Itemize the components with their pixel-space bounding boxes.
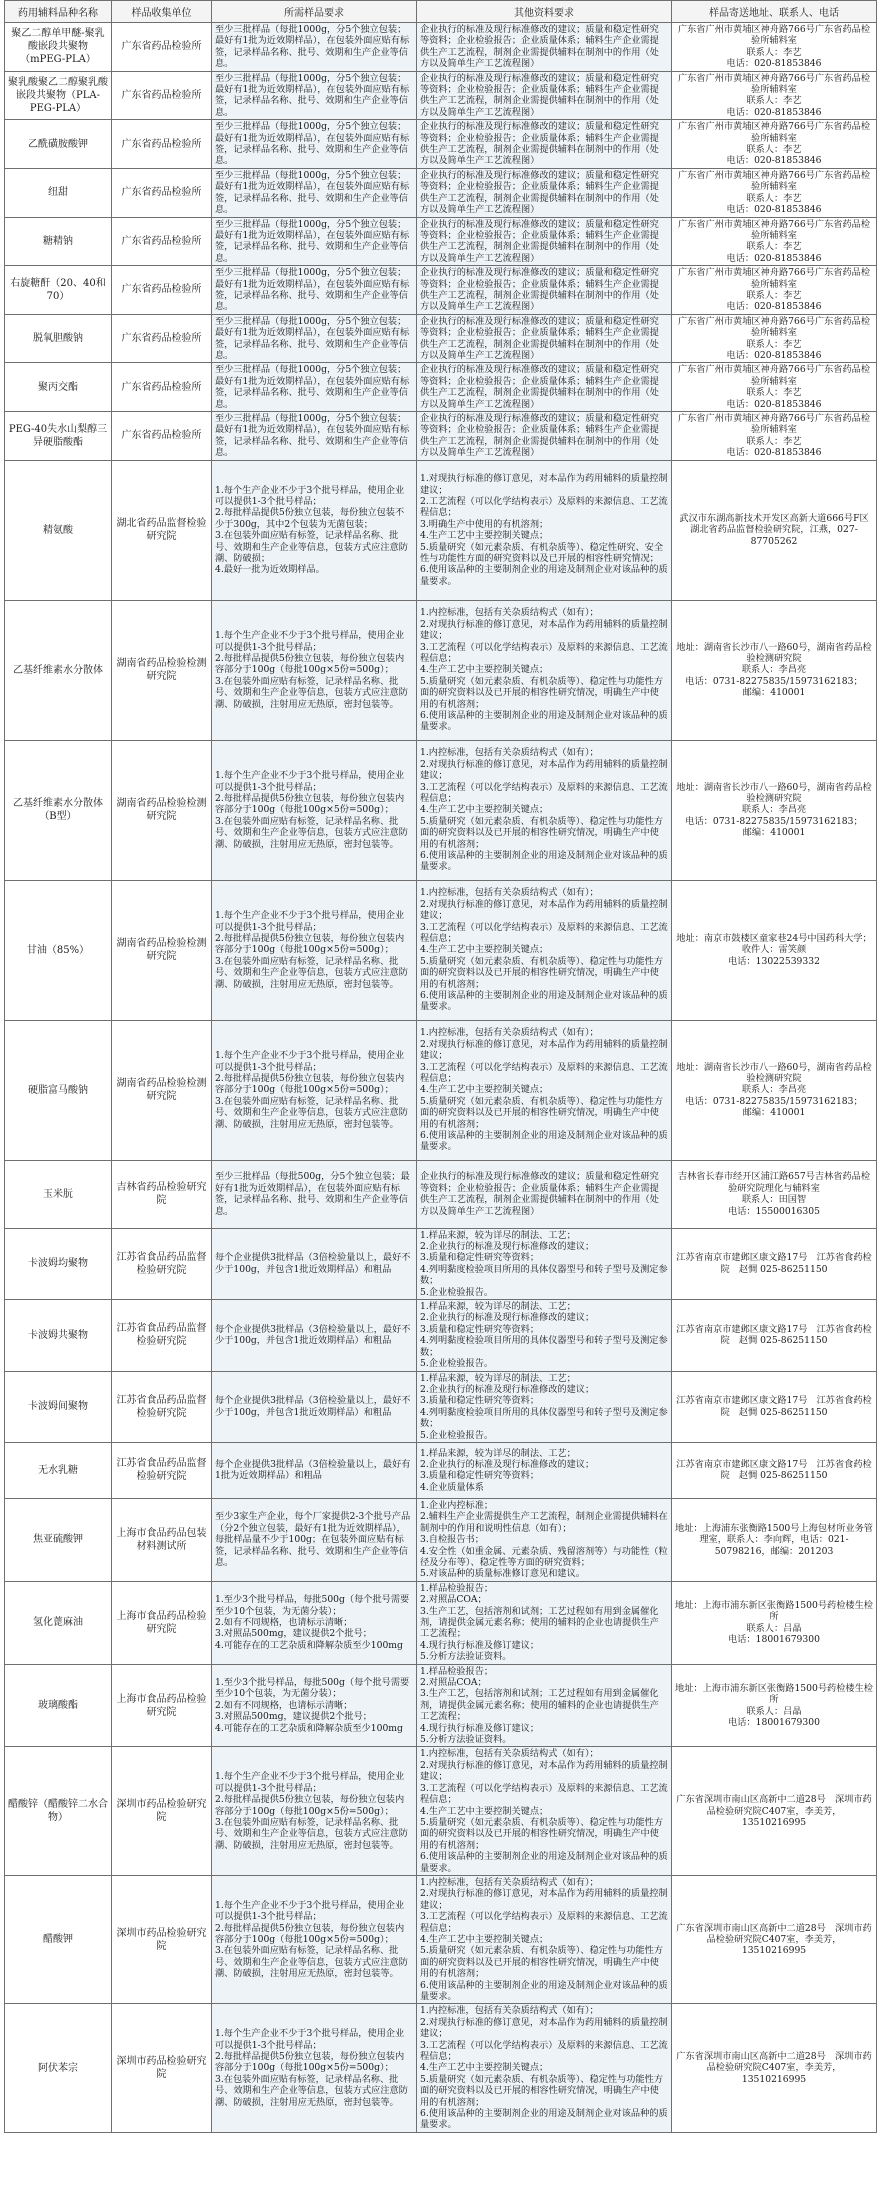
collection-unit: 湖南省药品检验检测研究院	[112, 880, 212, 1020]
sample-requirement: 至少三批样品（每批500g，分5个独立包装；最好有1批为近效期样品），在包装外面应贴有标签，记录样品名称、批号、效期和生产企业等信息。	[212, 1160, 417, 1228]
sample-requirement: 1.每个生产企业不少于3个批号样品，使用企业可以提供1-3个批号样品； 2.每批样品提供5份独立包装，每份独立包装内容部分于100g（每批100g×5份=500g）； 3.在包装外面应贴有标签，记录样品名称、批号、效期和生产企业等信息，包装方式应注意防潮、防破损，注射用应无热原，密封包装等。	[212, 1747, 417, 1875]
document-requirement: 1.内控标准，包括有关杂质结构式（如有）； 2.对现执行标准的修订意见，对本品作为药用辅料的质量控制建议； 3.工艺流程（可以化学结构表示）及原料的来源信息、工艺流程信息； 4.生产工艺中主要控制关键点； 5.质量研究（如元素杂质、有机杂质等）、稳定性与功能性方面的研究资料以及已开展的相容性研究情况，明确生产中使用的有机溶剂； 6.使用该品种的主要制剂企业的用途及制剂企业对该品种的质量要求。	[417, 880, 672, 1020]
mailing-address: 地址：湖南省长沙市八一路60号，湖南省药品检验检测研究院 联系人：李昌亮 电话：0731-82275835/15973162183； 邮编：410001	[672, 740, 877, 880]
sample-requirement: 至少三批样品（每批1000g，分5个独立包装；最好有1批为近效期样品），在包装外面应贴有标签，记录样品名称、批号、效期和生产企业等信息。	[212, 412, 417, 461]
document-requirement: 1.样品检验报告； 2.对照品COA； 3.生产工艺，包括溶剂和试剂；工艺过程如有用到金属催化剂，请提供金属元素名称；使用的辅料的企业也请提供生产工艺流程； 4.现行执行标准及修订建议； 5.分析方法验证资料。	[417, 1664, 672, 1747]
mailing-address: 广东省深圳市南山区高新中二道28号 深圳市药品检验研究院C407室，李美芳，13510216995	[672, 1747, 877, 1875]
excipient-name: 卡波姆共聚物	[5, 1300, 112, 1371]
sample-requirement: 每个企业提供3批样品（3倍检验量以上，最好不少于100g，并包含1批近效期样品）和粗品	[212, 1228, 417, 1299]
table-row	[5, 266, 877, 315]
mailing-address: 广东省广州市黄埔区神舟路766号广东省药品检验所辅料室 联系人：李艺 电话：020-81853846	[672, 217, 877, 266]
excipient-name: 醋酸钾	[5, 1875, 112, 2003]
table-row	[5, 217, 877, 266]
document-requirement: 1.样品来源，较为详尽的制法、工艺； 2.企业执行的标准及现行标准修改的建议； 3.质量和稳定性研究等资料； 4.列明黏度检验项目所用的具体仪器型号和转子型号及测定参数； 5.企业检验报告。	[417, 1228, 672, 1299]
sample-requirement: 至少三批样品（每批1000g，分5个独立包装；最好有1批为近效期样品），在包装外面应贴有标签，记录样品名称、批号、效期和生产企业等信息。	[212, 23, 417, 72]
mailing-address: 江苏省南京市建邺区康文路17号 江苏省食药检院 赵惆 025-86251150	[672, 1300, 877, 1371]
mailing-address: 江苏省南京市建邺区康文路17号 江苏省食药检院 赵惆 025-86251150	[672, 1442, 877, 1498]
excipient-name: 乙基纤维素水分散体	[5, 600, 112, 740]
sample-requirement: 1.至少3个批号样品，每批500g（每个批号需要至少10个包装，为无菌分装）； 2.如有不同规格，也请标示清晰； 3.对照品500mg，建议提供2个批号； 4.可能存在的工艺杂质和降解杂质至少100mg	[212, 1581, 417, 1664]
excipient-name: 玉米朊	[5, 1160, 112, 1228]
table-row	[5, 1747, 877, 1875]
table-row	[5, 600, 877, 740]
table-row	[5, 71, 877, 120]
excipient-name: 卡波姆间聚物	[5, 1371, 112, 1442]
document-requirement: 企业执行的标准及现行标准修改的建议；质量和稳定性研究等资料；企业检验报告；企业质量体系；辅料生产企业需提供生产工艺流程，制剂企业需提供辅料在制剂中的作用（处方以及简单生产工艺流程图）	[417, 266, 672, 315]
mailing-address: 广东省广州市黄埔区神舟路766号广东省药品检验所辅料室 联系人：李艺 电话：020-81853846	[672, 266, 877, 315]
collection-unit: 江苏省食品药品监督检验研究院	[112, 1442, 212, 1498]
mailing-address: 江苏省南京市建邺区康文路17号 江苏省食药检院 赵惆 025-86251150	[672, 1371, 877, 1442]
sample-requirement: 至少三批样品（每批1000g，分5个独立包装；最好有1批为近效期样品），在包装外面应贴有标签，记录样品名称、批号、效期和生产企业等信息。	[212, 120, 417, 169]
document-requirement: 企业执行的标准及现行标准修改的建议；质量和稳定性研究等资料；企业检验报告；企业质量体系；辅料生产企业需提供生产工艺流程，制剂企业需提供辅料在制剂中的作用（处方以及简单生产工艺流程图）	[417, 314, 672, 363]
sample-requirement: 每个企业提供3批样品（3倍检验量以上，最好有1批为近效期样品）和粗品	[212, 1442, 417, 1498]
table-row	[5, 1160, 877, 1228]
table-row	[5, 363, 877, 412]
document-requirement: 1.内控标准，包括有关杂质结构式（如有）； 2.对现执行标准的修订意见，对本品作为药用辅料的质量控制建议； 3.工艺流程（可以化学结构表示）及原料的来源信息、工艺流程信息； 4.生产工艺中主要控制关键点； 5.质量研究（如元素杂质、有机杂质等）、稳定性与功能性方面的研究资料以及已开展的相容性研究情况，明确生产中使用的有机溶剂； 6.使用该品种的主要制剂企业的用途及制剂企业对该品种的质量要求。	[417, 1875, 672, 2003]
table-row	[5, 168, 877, 217]
header-sample-requirement: 所需样品要求	[212, 1, 417, 23]
document-requirement: 1.内控标准，包括有关杂质结构式（如有）； 2.对现执行标准的修订意见，对本品作为药用辅料的质量控制建议； 3.工艺流程（可以化学结构表示）及原料的来源信息、工艺流程信息； 4.生产工艺中主要控制关键点； 5.质量研究（如元素杂质、有机杂质等）、稳定性与功能性方面的研究资料以及已开展的相容性研究情况，明确生产中使用的有机溶剂； 6.使用该品种的主要制剂企业的用途及制剂企业对该品种的质量要求。	[417, 1747, 672, 1875]
table-row	[5, 1581, 877, 1664]
excipient-name: 焦亚硫酸钾	[5, 1498, 112, 1581]
excipient-name: 脱氧胆酸钠	[5, 314, 112, 363]
collection-unit: 吉林省药品检验研究院	[112, 1160, 212, 1228]
sample-requirement: 至少三批样品（每批1000g，分5个独立包装；最好有1批为近效期样品），在包装外面应贴有标签，记录样品名称、批号、效期和生产企业等信息。	[212, 217, 417, 266]
excipient-name: 纽甜	[5, 168, 112, 217]
mailing-address: 广东省广州市黄埔区神舟路766号广东省药品检验所辅料室 联系人：李艺 电话：020-81853846	[672, 168, 877, 217]
collection-unit: 深圳市药品检验研究院	[112, 1875, 212, 2003]
collection-unit: 广东省药品检验所	[112, 412, 212, 461]
document-requirement: 企业执行的标准及现行标准修改的建议；质量和稳定性研究等资料；企业检验报告；企业质量体系；辅料生产企业需提供生产工艺流程，制剂企业需提供辅料在制剂中的作用（处方以及简单生产工艺流程图）	[417, 1160, 672, 1228]
document-requirement: 1.企业内控标准； 2.辅料生产企业需提供生产工艺流程，制剂企业需提供辅料在制剂中的作用和说明性信息（如有）； 3.自检报告书； 4.安全性（如重金属、元素杂质、残留溶剂等）与功能性（粒径及分布等）、稳定性等方面的研究资料； 5.对该品种的质量标准修订意见和建议。	[417, 1498, 672, 1581]
excipient-name: 糖精钠	[5, 217, 112, 266]
excipient-name: 精氨酸	[5, 460, 112, 600]
collection-unit: 广东省药品检验所	[112, 314, 212, 363]
sample-requirement: 1.每个生产企业不少于3个批号样品，使用企业可以提供1-3个批号样品； 2.每批样品提供5份独立包装，每份独立包装内容部分于100g（每批100g×5份=500g）； 3.在包装外面应贴有标签，记录样品名称、批号、效期和生产企业等信息，包装方式应注意防潮、防破损，注射用应无热原，密封包装等。	[212, 740, 417, 880]
table-header-row	[5, 1, 877, 23]
document-requirement: 企业执行的标准及现行标准修改的建议；质量和稳定性研究等资料；企业检验报告；企业质量体系；辅料生产企业需提供生产工艺流程，制剂企业需提供辅料在制剂中的作用（处方以及简单生产工艺流程图）	[417, 412, 672, 461]
excipient-name: 乙酰磺胺酸钾	[5, 120, 112, 169]
sample-requirement: 1.每个生产企业不少于3个批号样品，使用企业可以提供1-3个批号样品； 2.每批样品提供5份独立包装，每份独立包装内容部分于100g（每批100g×5份=500g）； 3.在包装外面应贴有标签，记录样品名称、批号、效期和生产企业等信息，包装方式应注意防潮、防破损，注射用应无热原，密封包装等。	[212, 1875, 417, 2003]
sample-requirement: 至少三批样品（每批1000g，分5个独立包装；最好有1批为近效期样品），在包装外面应贴有标签，记录样品名称、批号、效期和生产企业等信息。	[212, 168, 417, 217]
table-row	[5, 1442, 877, 1498]
excipient-name: 聚乳酸聚乙二醇聚乳酸嵌段共聚物（PLA-PEG-PLA）	[5, 71, 112, 120]
sample-requirement: 至少三批样品（每批1000g，分5个独立包装；最好有1批为近效期样品），在包装外面应贴有标签，记录样品名称、批号、效期和生产企业等信息。	[212, 363, 417, 412]
excipient-name: 阿伏苯宗	[5, 2004, 112, 2132]
collection-unit: 广东省药品检验所	[112, 71, 212, 120]
mailing-address: 地址：上海市浦东新区张衡路1500号药检楼生检所 联系人：吕晶 电话：18001679300	[672, 1664, 877, 1747]
header-excipient-name: 药用辅料品种名称	[5, 1, 112, 23]
header-mailing-address: 样品寄送地址、联系人、电话	[672, 1, 877, 23]
excipient-name: 甘油（85%）	[5, 880, 112, 1020]
collection-unit: 江苏省食品药品监督检验研究院	[112, 1300, 212, 1371]
mailing-address: 广东省广州市黄埔区神舟路766号广东省药品检验所辅料室 联系人：李艺 电话：020-81853846	[672, 412, 877, 461]
document-requirement: 1.样品检验报告； 2.对照品COA； 3.生产工艺，包括溶剂和试剂；工艺过程如有用到金属催化剂，请提供金属元素名称；使用的辅料的企业也请提供生产工艺流程； 4.现行执行标准及修订建议； 5.分析方法验证资料。	[417, 1581, 672, 1664]
mailing-address: 广东省广州市黄埔区神舟路766号广东省药品检验所辅料室 联系人：李艺 电话：020-81853846	[672, 363, 877, 412]
mailing-address: 广东省广州市黄埔区神舟路766号广东省药品检验所辅料室 联系人：李艺 电话：020-81853846	[672, 23, 877, 72]
document-requirement: 1.样品来源，较为详尽的制法、工艺； 2.企业执行的标准及现行标准修改的建议； 3.质量和稳定性研究等资料； 4.列明黏度检验项目所用的具体仪器型号和转子型号及测定参数； 5.企业检验报告。	[417, 1300, 672, 1371]
collection-unit: 湖南省药品检验检测研究院	[112, 1020, 212, 1160]
header-other-documents: 其他资料要求	[417, 1, 672, 23]
document-requirement: 企业执行的标准及现行标准修改的建议；质量和稳定性研究等资料；企业检验报告；企业质量体系；辅料生产企业需提供生产工艺流程，制剂企业需提供辅料在制剂中的作用（处方以及简单生产工艺流程图）	[417, 23, 672, 72]
sample-requirement-sheet	[4, 0, 876, 2133]
table-row	[5, 314, 877, 363]
excipient-name: 氢化蓖麻油	[5, 1581, 112, 1664]
document-requirement: 企业执行的标准及现行标准修改的建议；质量和稳定性研究等资料；企业检验报告；企业质量体系；辅料生产企业需提供生产工艺流程，制剂企业需提供辅料在制剂中的作用（处方以及简单生产工艺流程图）	[417, 217, 672, 266]
collection-unit: 广东省药品检验所	[112, 363, 212, 412]
document-requirement: 1.内控标准，包括有关杂质结构式（如有）； 2.对现执行标准的修订意见，对本品作为药用辅料的质量控制建议； 3.工艺流程（可以化学结构表示）及原料的来源信息、工艺流程信息； 4.生产工艺中主要控制关键点； 5.质量研究（如元素杂质、有机杂质等）、稳定性与功能性方面的研究资料以及已开展的相容性研究情况，明确生产中使用的有机溶剂； 6.使用该品种的主要制剂企业的用途及制剂企业对该品种的质量要求。	[417, 600, 672, 740]
header-collection-unit: 样品收集单位	[112, 1, 212, 23]
sample-requirement: 至少三批样品（每批1000g，分5个独立包装；最好有1批为近效期样品），在包装外面应贴有标签，记录样品名称、批号、效期和生产企业等信息。	[212, 314, 417, 363]
sample-requirement: 1.至少3个批号样品，每批500g（每个批号需要至少10个包装，为无菌分装）； 2.如有不同规格，也请标示清晰； 3.对照品500mg，建议提供2个批号； 4.可能存在的工艺杂质和降解杂质至少100mg	[212, 1664, 417, 1747]
excipient-name: 玻璃酸酯	[5, 1664, 112, 1747]
table-row	[5, 880, 877, 1020]
collection-unit: 广东省药品检验所	[112, 23, 212, 72]
sample-requirement: 1.每个生产企业不少于3个批号样品，使用企业可以提供1-3个批号样品； 2.每批样品提供5份独立包装，每份独立包装内容部分于100g（每批100g×5份=500g）； 3.在包装外面应贴有标签，记录样品名称、批号、效期和生产企业等信息，包装方式应注意防潮、防破损，注射用应无热原，密封包装等。	[212, 880, 417, 1020]
sample-requirement: 每个企业提供3批样品（3倍检验量以上，最好不少于100g，并包含1批近效期样品）和粗品	[212, 1371, 417, 1442]
excipient-name: 硬脂富马酸钠	[5, 1020, 112, 1160]
table-row	[5, 1020, 877, 1160]
mailing-address: 吉林省长春市经开区浦江路657号吉林省药品检验研究院理化与辅料室 联系人：田国智 电话：15500016305	[672, 1160, 877, 1228]
mailing-address: 广东省广州市黄埔区神舟路766号广东省药品检验所辅料室 联系人：李艺 电话：020-81853846	[672, 314, 877, 363]
table-body	[5, 23, 877, 2133]
collection-unit: 湖北省药品监督检验研究院	[112, 460, 212, 600]
table-row	[5, 2004, 877, 2132]
document-requirement: 1.内控标准，包括有关杂质结构式（如有）； 2.对现执行标准的修订意见，对本品作为药用辅料的质量控制建议； 3.工艺流程（可以化学结构表示）及原料的来源信息、工艺流程信息； 4.生产工艺中主要控制关键点； 5.质量研究（如元素杂质、有机杂质等）、稳定性与功能性方面的研究资料以及已开展的相容性研究情况，明确生产中使用的有机溶剂； 6.使用该品种的主要制剂企业的用途及制剂企业对该品种的质量要求。	[417, 740, 672, 880]
table-row	[5, 1371, 877, 1442]
excipient-name: 聚丙交酯	[5, 363, 112, 412]
table-row	[5, 740, 877, 880]
collection-unit: 上海市食品药品检验研究院	[112, 1581, 212, 1664]
excipient-name: 无水乳糖	[5, 1442, 112, 1498]
collection-unit: 上海市食品药品检验研究院	[112, 1664, 212, 1747]
excipient-name: 醋酸锌（醋酸锌二水合物）	[5, 1747, 112, 1875]
collection-unit: 深圳市药品检验研究院	[112, 1747, 212, 1875]
table-row	[5, 120, 877, 169]
sample-requirement: 至少三批样品（每批1000g，分5个独立包装；最好有1批为近效期样品），在包装外面应贴有标签，记录样品名称、批号、效期和生产企业等信息。	[212, 71, 417, 120]
excipient-name: 右旋糖酐（20、40和70）	[5, 266, 112, 315]
collection-unit: 广东省药品检验所	[112, 217, 212, 266]
mailing-address: 地址：湖南省长沙市八一路60号，湖南省药品检验检测研究院 联系人：李昌亮 电话：0731-82275835/15973162183； 邮编：410001	[672, 600, 877, 740]
excipient-name: 卡波姆均聚物	[5, 1228, 112, 1299]
mailing-address: 广东省深圳市南山区高新中二道28号 深圳市药品检验研究院C407室，李美芳，13510216995	[672, 1875, 877, 2003]
mailing-address: 地址：上海市浦东新区张衡路1500号药检楼生检所 联系人：吕晶 电话：18001679300	[672, 1581, 877, 1664]
collection-unit: 湖南省药品检验检测研究院	[112, 740, 212, 880]
table-row	[5, 1664, 877, 1747]
collection-unit: 广东省药品检验所	[112, 266, 212, 315]
collection-unit: 江苏省食品药品监督检验研究院	[112, 1228, 212, 1299]
table-row	[5, 460, 877, 600]
table-row	[5, 1498, 877, 1581]
excipient-name: 乙基纤维素水分散体（B型）	[5, 740, 112, 880]
collection-unit: 上海市食品药品包装材料测试所	[112, 1498, 212, 1581]
sample-requirement: 1.每个生产企业不少于3个批号样品，使用企业可以提供1-3个批号样品； 2.每批样品提供5份独立包装，每份独立包装内容部分于100g（每批100g×5份=500g）； 3.在包装外面应贴有标签，记录样品名称、批号、效期和生产企业等信息，包装方式应注意防潮、防破损，注射用应无热原，密封包装等。	[212, 600, 417, 740]
document-requirement: 1.样品来源，较为详尽的制法、工艺； 2.企业执行的标准及现行标准修改的建议； 3.质量和稳定性研究等资料； 4.企业质量体系	[417, 1442, 672, 1498]
sample-requirement: 1.每个生产企业不少于3个批号样品，使用企业可以提供1-3个批号样品； 2.每批样品提供5份独立包装，每份独立包装内容部分于100g（每批100g×5份=500g）； 3.在包装外面应贴有标签，记录样品名称、批号、效期和生产企业等信息，包装方式应注意防潮、防破损，注射用应无热原，密封包装等。	[212, 1020, 417, 1160]
document-requirement: 企业执行的标准及现行标准修改的建议；质量和稳定性研究等资料；企业检验报告；企业质量体系；辅料生产企业需提供生产工艺流程，制剂企业需提供辅料在制剂中的作用（处方以及简单生产工艺流程图）	[417, 168, 672, 217]
table-row	[5, 1875, 877, 2003]
document-requirement: 企业执行的标准及现行标准修改的建议；质量和稳定性研究等资料；企业检验报告；企业质量体系；辅料生产企业需提供生产工艺流程，制剂企业需提供辅料在制剂中的作用（处方以及简单生产工艺流程图）	[417, 120, 672, 169]
collection-unit: 广东省药品检验所	[112, 168, 212, 217]
excipient-sample-table	[4, 0, 877, 2133]
document-requirement: 企业执行的标准及现行标准修改的建议；质量和稳定性研究等资料；企业检验报告；企业质量体系；辅料生产企业需提供生产工艺流程，制剂企业需提供辅料在制剂中的作用（处方以及简单生产工艺流程图）	[417, 71, 672, 120]
mailing-address: 地址：南京市鼓楼区童家巷24号中国药科大学； 收件人：雷笑颜 电话：13022539332	[672, 880, 877, 1020]
mailing-address: 地址：湖南省长沙市八一路60号，湖南省药品检验检测研究院 联系人：李昌亮 电话：0731-82275835/15973162183； 邮编：410001	[672, 1020, 877, 1160]
collection-unit: 深圳市药品检验研究院	[112, 2004, 212, 2132]
sample-requirement: 至少三批样品（每批1000g，分5个独立包装；最好有1批为近效期样品），在包装外面应贴有标签，记录样品名称、批号、效期和生产企业等信息。	[212, 266, 417, 315]
table-row	[5, 1228, 877, 1299]
document-requirement: 1.对现执行标准的修订意见，对本品作为药用辅料的质量控制建议； 2.工艺流程（可以化学结构表示）及原料的来源信息、工艺流程信息； 3.明确生产中使用的有机溶剂； 4.生产工艺中主要控制关键点； 5.质量研究（如元素杂质、有机杂质等）、稳定性研究、安全性与功能性方面的研究资料以及已开展的相容性研究情况； 6.使用该品种的主要制剂企业的用途及制剂企业对该品种的质量要求。	[417, 460, 672, 600]
sample-requirement: 1.每个生产企业不少于3个批号样品，使用企业可以提供1-3个批号样品； 2.每批样品提供5份独立包装，每份独立包装内容部分于100g（每批100g×5份=500g）； 3.在包装外面应贴有标签，记录样品名称、批号、效期和生产企业等信息，包装方式应注意防潮、防破损，注射用应无热原，密封包装等。	[212, 2004, 417, 2132]
mailing-address: 广东省广州市黄埔区神舟路766号广东省药品检验所辅料室 联系人：李艺 电话：020-81853846	[672, 120, 877, 169]
excipient-name: 聚乙二醇单甲醚-聚乳酸嵌段共聚物（mPEG-PLA）	[5, 23, 112, 72]
document-requirement: 1.样品来源，较为详尽的制法、工艺； 2.企业执行的标准及现行标准修改的建议； 3.质量和稳定性研究等资料； 4.列明黏度检验项目所用的具体仪器型号和转子型号及测定参数； 5.企业检验报告。	[417, 1371, 672, 1442]
sample-requirement: 1.每个生产企业不少于3个批号样品，使用企业可以提供1-3个批号样品； 2.每批样品提供5份独立包装，每份独立包装不少于300g，其中2个包装为无菌包装； 3.在包装外面应贴有标签，记录样品名称、批号、效期和生产企业等信息，包装方式应注意防潮、防破损； 4.最好一批为近效期样品。	[212, 460, 417, 600]
collection-unit: 江苏省食品药品监督检验研究院	[112, 1371, 212, 1442]
document-requirement: 1.内控标准，包括有关杂质结构式（如有）； 2.对现执行标准的修订意见，对本品作为药用辅料的质量控制建议； 3.工艺流程（可以化学结构表示）及原料的来源信息、工艺流程信息； 4.生产工艺中主要控制关键点； 5.质量研究（如元素杂质、有机杂质等）、稳定性与功能性方面的研究资料以及已开展的相容性研究情况，明确生产中使用的有机溶剂； 6.使用该品种的主要制剂企业的用途及制剂企业对该品种的质量要求。	[417, 1020, 672, 1160]
document-requirement: 企业执行的标准及现行标准修改的建议；质量和稳定性研究等资料；企业检验报告；企业质量体系；辅料生产企业需提供生产工艺流程，制剂企业需提供辅料在制剂中的作用（处方以及简单生产工艺流程图）	[417, 363, 672, 412]
mailing-address: 武汉市东湖高新技术开发区高新大道666号F区 湖北省药品监督检验研究院，江燕，027-87705262	[672, 460, 877, 600]
table-row	[5, 412, 877, 461]
sample-requirement: 至少3家生产企业，每个厂家提供2-3个批号产品（分2个独立包装，最好有1批为近效期样品），每批样品量不少于100g；在包装外面应贴有标签，记录样品名称、批号、效期和生产企业等信息。	[212, 1498, 417, 1581]
mailing-address: 地址：上海浦东张衡路1500号上海包材所业务管理室，联系人：李向辉，电话：021-50798216，邮编：201203	[672, 1498, 877, 1581]
excipient-name: PEG-40失水山梨醇三异硬脂酸酯	[5, 412, 112, 461]
collection-unit: 湖南省药品检验检测研究院	[112, 600, 212, 740]
collection-unit: 广东省药品检验所	[112, 120, 212, 169]
sample-requirement: 每个企业提供3批样品（3倍检验量以上，最好不少于100g，并包含1批近效期样品）和粗品	[212, 1300, 417, 1371]
table-row	[5, 23, 877, 72]
mailing-address: 江苏省南京市建邺区康文路17号 江苏省食药检院 赵惆 025-86251150	[672, 1228, 877, 1299]
mailing-address: 广东省广州市黄埔区神舟路766号广东省药品检验所辅料室 联系人：李艺 电话：020-81853846	[672, 71, 877, 120]
document-requirement: 1.内控标准，包括有关杂质结构式（如有）； 2.对现执行标准的修订意见，对本品作为药用辅料的质量控制建议； 3.工艺流程（可以化学结构表示）及原料的来源信息、工艺流程信息； 4.生产工艺中主要控制关键点； 5.质量研究（如元素杂质、有机杂质等）、稳定性与功能性方面的研究资料以及已开展的相容性研究情况，明确生产中使用的有机溶剂； 6.使用该品种的主要制剂企业的用途及制剂企业对该品种的质量要求。	[417, 2004, 672, 2132]
mailing-address: 广东省深圳市南山区高新中二道28号 深圳市药品检验研究院C407室，李美芳，13510216995	[672, 2004, 877, 2132]
table-row	[5, 1300, 877, 1371]
